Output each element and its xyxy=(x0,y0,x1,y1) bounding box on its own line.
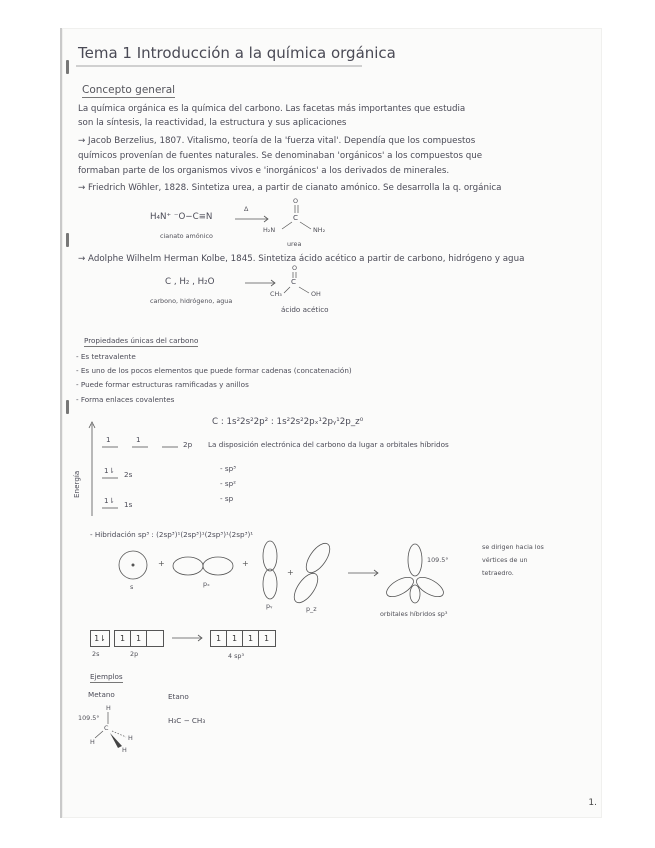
orbital-label-py: pᵧ xyxy=(266,602,273,610)
urea-right-group: NH₂ xyxy=(313,226,326,234)
property-item: - Forma enlaces covalentes xyxy=(76,395,175,404)
page-number: 1. xyxy=(588,798,597,808)
svg-text:+: + xyxy=(287,568,294,577)
section-heading: Concepto general xyxy=(82,84,176,96)
box-electron: 1 xyxy=(131,631,147,646)
berzelius-line: químicos provenían de fuentes naturales. Se denominaban 'orgánicos' a los compuestos que xyxy=(78,151,483,161)
svg-text:+: + xyxy=(158,559,165,568)
orbital-label-pz: p_z xyxy=(306,605,317,613)
binder-hole xyxy=(66,60,69,74)
examples-heading: Ejemplos xyxy=(90,672,123,681)
product-label: urea xyxy=(287,240,302,248)
methane-h-left: H xyxy=(90,738,95,746)
orbital-label-s: s xyxy=(130,583,134,591)
electron-2s: 1⇂ xyxy=(104,466,115,475)
orbital-1s-label: 1s xyxy=(124,500,133,509)
box-label-2p: 2p xyxy=(130,650,139,658)
box-electron: 1 xyxy=(211,631,227,646)
urea-carbon: C xyxy=(293,213,299,222)
berzelius-line: formaban parte de los organismos vivos e 'inorgánicos' a los derivados de minerales. xyxy=(78,166,450,176)
box-electron: 1 xyxy=(263,634,270,643)
orbital-2s-label: 2s xyxy=(124,470,133,479)
angle-label: 109.5° xyxy=(427,556,449,564)
binder-hole xyxy=(66,400,69,414)
box-label-sp3: 4 sp³ xyxy=(228,652,245,660)
box-electron: 1 xyxy=(227,631,243,646)
acetic-left-group: CH₃ xyxy=(270,290,282,298)
ethane-formula: H₃C − CH₃ xyxy=(168,716,206,725)
tetrahedron-note: se dirigen hacia los xyxy=(482,543,544,551)
methane-h-top: H xyxy=(106,704,111,712)
box-electron: 1 xyxy=(243,631,259,646)
orbital-2p-label: 2p xyxy=(183,440,193,449)
tetrahedron-note: vértices de un xyxy=(482,556,528,564)
methane-h-right: H xyxy=(128,734,133,742)
methane-carbon: C xyxy=(104,724,109,732)
box-electron: 1 xyxy=(115,631,131,646)
acetic-carbon: C xyxy=(291,277,297,286)
hybrid-type: - sp² xyxy=(220,479,237,488)
methane-h-bottom: H xyxy=(122,746,127,754)
hybrid-type: - sp³ xyxy=(220,464,237,473)
property-item: - Es tetravalente xyxy=(76,352,136,361)
concept-line: son la síntesis, la reactividad, la estructura y sus aplicaciones xyxy=(78,118,347,128)
acetic-oxygen: O xyxy=(292,264,298,272)
reactants-formula: C , H₂ , H₂O xyxy=(165,277,215,287)
orbital-box-2p xyxy=(114,630,164,647)
product-label: ácido acético xyxy=(281,305,329,314)
property-item: - Puede formar estructuras ramificadas y anillos xyxy=(76,380,249,389)
example-name-ethane: Etano xyxy=(168,692,189,701)
urea-left-group: H₂N xyxy=(263,226,276,234)
box-label-2s: 2s xyxy=(92,650,100,658)
svg-text:+: + xyxy=(242,559,249,568)
arrow-label: Δ xyxy=(244,205,249,213)
concept-line: La química orgánica es la química del carbono. Las facetas más importantes que estudia xyxy=(78,104,466,114)
tetrahedron-note: tetraedro. xyxy=(482,569,514,577)
page-title: Tema 1 Introducción a la química orgánica xyxy=(78,44,396,62)
orbital-box-sp3 xyxy=(210,630,276,647)
energy-label: Energía xyxy=(72,470,81,498)
box-empty xyxy=(147,631,162,646)
box-electrons: 1⇂ xyxy=(94,634,106,643)
electron-1s: 1⇂ xyxy=(104,496,115,505)
hybrid-type: - sp xyxy=(220,494,234,503)
berzelius-line: → Jacob Berzelius, 1807. Vitalismo, teoría de la 'fuerza vital'. Dependía que los compuestos xyxy=(78,136,476,146)
reactant-formula: H₄N⁺ ⁻O−C≡N xyxy=(150,212,213,222)
hybrid-intro: La disposición electrónica del carbono da lugar a orbitales híbridos xyxy=(208,440,449,449)
methane-bonds xyxy=(0,0,1,1)
orbital-label-px: pₓ xyxy=(203,580,210,588)
kolbe-line: → Adolphe Wilhelm Herman Kolbe, 1845. Sintetiza ácido acético a partir de carbono, hidrógeno y agua xyxy=(78,254,525,264)
orbital-box-2s xyxy=(90,630,110,647)
binder-hole xyxy=(66,233,69,247)
reactant-label: cianato amónico xyxy=(160,232,213,240)
electron-config: C : 1s²2s²2p² : 1s²2s²2pₓ¹2pᵧ¹2p_z⁰ xyxy=(212,417,364,427)
urea-oxygen: O xyxy=(293,197,299,205)
hybridization-line: - Hibridación sp³ : (2sp³)¹(2sp³)¹(2sp³)¹(2sp³)¹ xyxy=(90,530,254,539)
example-name-methane: Metano xyxy=(88,690,115,699)
acetic-right-group: OH xyxy=(311,290,321,298)
methane-angle: 109.5° xyxy=(78,714,100,722)
electron-2p-2: 1 xyxy=(136,435,141,444)
property-item: - Es uno de los pocos elementos que puede formar cadenas (concatenación) xyxy=(76,366,352,375)
electron-2p-1: 1 xyxy=(106,435,111,444)
wohler-line: → Friedrich Wöhler, 1828. Sintetiza urea, a partir de cianato amónico. Se desarrolla la q. orgánica xyxy=(78,183,502,193)
reactants-label: carbono, hidrógeno, agua xyxy=(150,297,233,305)
section-heading: Propiedades únicas del carbono xyxy=(84,336,199,345)
hybrid-orbitals-label: orbitales híbridos sp³ xyxy=(380,610,448,618)
